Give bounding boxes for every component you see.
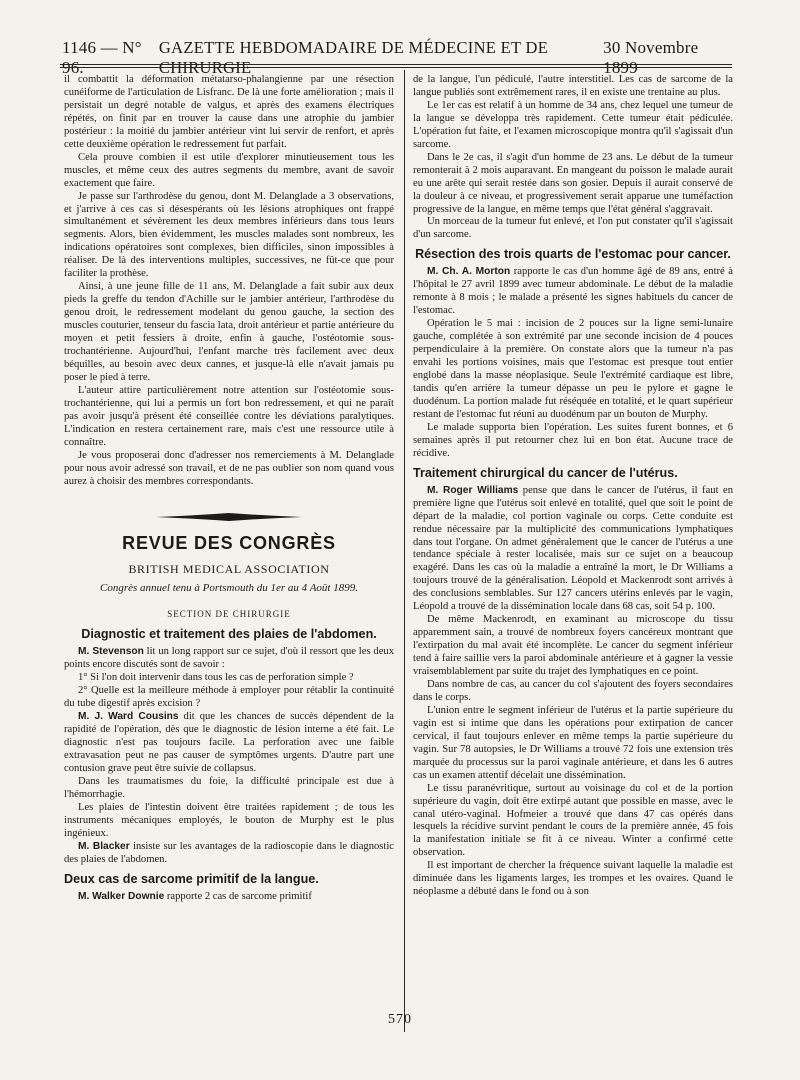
- paragraph: Dans nombre de cas, au cancer du col s'ajoutent des foyers secondaires dans le corps.: [413, 678, 733, 703]
- left-column: [64, 74, 394, 903]
- section-ornament: [64, 512, 394, 522]
- page-issue-number: 1146 — N° 96.: [62, 38, 142, 77]
- paragraph: [413, 485, 733, 615]
- paragraph: [413, 266, 733, 318]
- paragraph: Un morceau de la tumeur fut enlevé, et l'on put constater qu'il s'agissait d'un sarcome.: [413, 216, 733, 241]
- paragraph: Opération le 5 mai : incision de 2 pouces sur la ligne semi-lunaire gauche, complétée à son extrémité par une seconde incision de 4 pouces perpendiculaire à la première. On constate alors que la tumeur n'a pas envahi les portions voisines, mais que l'estomac est presque tout entier englobé dans la masse néoplasique. Seule l'extrémité cardiaque est libre, tandis qu'en arrière la tumeur dépasse un peu le pylore et gagne le duodénum. La portion malade fut réséquée en totalité, et le quart supérieur restant de l'estomac fut réuni au duodénum par un bouton de Murphy.: [413, 318, 733, 420]
- paragraph: Dans le 2e cas, il s'agit d'un homme de 23 ans. Le début de la tumeur remonterait à 2 mois auparavant. En mangeant du poisson le malade aurait eu une arête qui serait restée dans son gosier. Depuis il aurait conservé de la douleur à ce niveau, et progressivement serait apparue une tuméfaction progressive de la langue, en même temps que l'état général s'aggravait.: [413, 151, 733, 215]
- speaker-name: M. J. Ward Cousins: [78, 711, 179, 723]
- paragraph-text: pense que dans le cancer de l'utérus, il faut en première ligne que l'utérus soit enlevé en totalité, quel que soit le point de départ de la maladie, col portion vaginale ou corps. Cette conduite est rendue nécessaire par la multiplicité des communications lymphatiques dans tout l'organe. On admet généralement que le cancer de l'utérus a une tendance spéciale à rester localisée, mais sur ce sujet on a beaucoup exagéré. Dans les cas où la maladie a entraîné la mort, le Dr Williams a toujours trouvé de la généralisation. Léopold et Mackenrodt sont arrivés à des conclusions semblables. Sur 127 cancers utérins enlevés par le vagin, Léopold a trouvé de la dissémination locale dans 68 cas, soit 54 p. 100.: [413, 484, 734, 613]
- paragraph: Il est important de chercher la fréquence suivant laquelle la maladie est diminuée dans les ligaments larges, les trompes et les ovaires. Quand le néoplasme a débuté dans le fond ou à son: [413, 860, 733, 898]
- section-heading: REVUE DES CONGRÈS: [122, 532, 336, 553]
- running-header: [62, 38, 726, 77]
- article-heading: Deux cas de sarcome primitif de la langue.: [64, 871, 319, 886]
- page-number: 570: [388, 1012, 412, 1027]
- paragraph: Ainsi, à une jeune fille de 11 ans, M. Delanglade a fait subir aux deux pieds la greffe du tendon d'Achille sur le jambier antérieur, l'arthrodèse du genou droit, le redressement modelant du genou gauche, la section des muscles couturier, tenseur du fascia lata, droit antérieur et partie antérieure du moyen et petit fessiers à droite, enfin à gauche, l'ostéotomie sous-trochantérienne. Aujourd'hui, l'enfant marche très facilement avec deux béquilles, au besoin avec deux cannes, et jusque-là elle n'avait jamais pu poser le pied à terre.: [64, 281, 394, 383]
- paragraph: Dans les traumatismes du foie, la difficulté principale est due à l'hémorrhagie.: [64, 775, 394, 800]
- paragraph: il combattit la déformation métatarso-phalangienne par une résection cunéiforme de l'articulation de Lisfranc. De là une forte amélioration ; mais il persistait un degré notable de valgus, et après des examens électriques répétés, on finit par en trouver la cause dans une atrophie du jambier postérieur : la moitié du jambier antérieur vint lui servir de renfort, et après cette deuxième opération le redressement fut parfait.: [64, 74, 394, 150]
- paragraph-text: dit que les chances de succès dépendent de la rapidité de l'opération, dès que le diagnostic de lésion interne a été fait. Le diagnostic n'est pas toujours facile. La perforation avec une faible extravasation peut ne pas causer de symptômes urgents. D'autre part une contusion grave peut être suivie de collapsus.: [64, 711, 394, 774]
- paragraph: [64, 711, 394, 776]
- right-column: [413, 74, 733, 899]
- paragraph: Je passe sur l'arthrodèse du genou, dont M. Delanglade a 3 observations, et j'arrive à ces cas si désespérants où les lésions atrophiques ont frappé simultanément et sévèrement les deux membres inférieurs dans tous leurs segments. Alors, bien évidemment, les muscles malades sont nombreux, les indications opératoires sont complexes, bien difficiles, sinon impossibles à réaliser. De là des interventions multiples, successives, ne fût-ce que pour faciliter la prothèse.: [64, 190, 394, 280]
- header-rule-thin: [60, 67, 732, 68]
- paragraph: De même Mackenrodt, en examinant au microscope du tissu apparemment sain, a trouvé de nombreux foyers cancéreux montrant que l'extirpation du mal avait été incomplète. Le cancer du segment inférieur tend à faire saillie vers la paroi abdominale antérieure et à gagner la vessie vraisemblablement par suite du trajet des lymphatiques en ce point.: [413, 614, 733, 678]
- paragraph: L'union entre le segment inférieur de l'utérus et la partie supérieure du vagin est si intime que dans les opérations pour extirpation de cancer cervical, il faut toujours enlever en même temps la partie supérieure du vagin. Sur 78 autopsies, le Dr Williams a trouvé 72 fois une extension très marquée du processus sur la paroi vaginale antérieure, et dans les 6 autres cas un examen attentif décelait une dissémination.: [413, 704, 733, 781]
- association-name: BRITISH MEDICAL ASSOCIATION: [128, 562, 330, 577]
- article-heading: Diagnostic et traitement des plaies de l'abdomen.: [81, 627, 377, 642]
- paragraph: de la langue, l'un pédiculé, l'autre interstitiel. Les cas de sarcome de la langue publiés sont extrêmement rares, il en existe une trentaine au plus.: [413, 74, 733, 98]
- speaker-name: M. Ch. A. Morton: [427, 266, 511, 278]
- journal-title: GAZETTE HEBDOMADAIRE DE MÉDECINE ET DE CHIRURGIE: [158, 38, 549, 77]
- ornament-rule-icon: [154, 512, 304, 522]
- paragraph-text: lit un long rapport sur ce sujet, d'où il ressort que les deux points encore discutés sont de savoir :: [64, 646, 394, 671]
- paragraph-text: insiste sur les avantages de la radioscopie dans le diagnostic des plaies de l'abdomen.: [64, 840, 394, 865]
- congress-line: Congrès annuel tenu à Portsmouth du 1er au 4 Août 1899.: [100, 582, 358, 595]
- paragraph: 2° Quelle est la meilleure méthode à employer pour rétablir la continuité du tube digestif après excision ?: [64, 685, 394, 710]
- paragraph: [64, 891, 394, 904]
- speaker-name: M. Blacker: [78, 840, 130, 852]
- article-heading: Traitement chirurgical du cancer de l'utérus.: [413, 465, 678, 480]
- paragraph: Le tissu paranévritique, surtout au voisinage du col et de la portion supérieure du vagin, doit être extirpé autant que possible en masse, avec le canal utéro-vaginal. Hofmeier a trouvé que dans 47 cas opérés dans lesquels la récidive survint pendant le cours de la première année, 45 fois la manifestation initiale se fit à ce niveau. Winter a confirmé cette observation.: [413, 782, 733, 859]
- paragraph: Le malade supporta bien l'opération. Les suites furent bonnes, et 6 semaines après il put retourner chez lui en bon état. Aucune trace de récidive.: [413, 421, 733, 459]
- paragraph: Le 1er cas est relatif à un homme de 34 ans, chez lequel une tumeur de la langue se développa très rapidement. Cette tumeur était pédiculée. L'opération fut faite, et l'examen microscopique montra qu'il s'agissait d'un sarcome.: [413, 99, 733, 150]
- paragraph-text: rapporte le cas d'un homme âgé de 89 ans, entré à l'hôpital le 27 avril 1899 avec tumeur abdominale. Le début de la maladie remonte à 8 mois ; le malade a présenté les signes habituels du cancer de l'estomac.: [413, 266, 733, 317]
- speaker-name: M. Roger Williams: [427, 484, 519, 496]
- speaker-name: M. Walker Downie: [78, 890, 165, 902]
- paragraph: Je vous proposerai donc d'adresser nos remerciements à M. Delanglade pour nous avoir adressé son travail, et de ne pas oublier son nom quand vous aurez à choisir des membres correspondants.: [64, 449, 394, 487]
- paragraph: Cela prouve combien il est utile d'explorer minutieusement tous les muscles, et même ceux des autres segments du membre, avant de savoir exactement que faire.: [64, 151, 394, 189]
- subsection-label: SECTION DE CHIRURGIE: [167, 609, 291, 620]
- header-rule: [60, 64, 732, 65]
- paragraph: L'auteur attire particulièrement notre attention sur l'ostéotomie sous-trochantérienne, qui lui a permis un fort bon redressement, et qui ne paraît pas avoir jusqu'à présent été conseillée contre les déviations paralytiques. L'indication en restera certainement rare, mais c'est une ressource utile à connaître.: [64, 384, 394, 448]
- issue-date: 30 Novembre 1899: [603, 38, 699, 77]
- paragraph-text: rapporte 2 cas de sarcome primitif: [164, 890, 312, 902]
- paragraph: Les plaies de l'intestin doivent être traitées rapidement ; de tous les instruments mécaniques employés, le bouton de Murphy est le plus ingénieux.: [64, 801, 394, 839]
- paragraph: 1° Si l'on doit intervenir dans tous les cas de perforation simple ?: [78, 672, 354, 684]
- paragraph: [64, 646, 394, 672]
- article-heading: Résection des trois quarts de l'estomac pour cancer.: [415, 247, 731, 262]
- speaker-name: M. Stevenson: [78, 646, 144, 658]
- paragraph: [64, 841, 394, 867]
- column-divider: [404, 70, 405, 1032]
